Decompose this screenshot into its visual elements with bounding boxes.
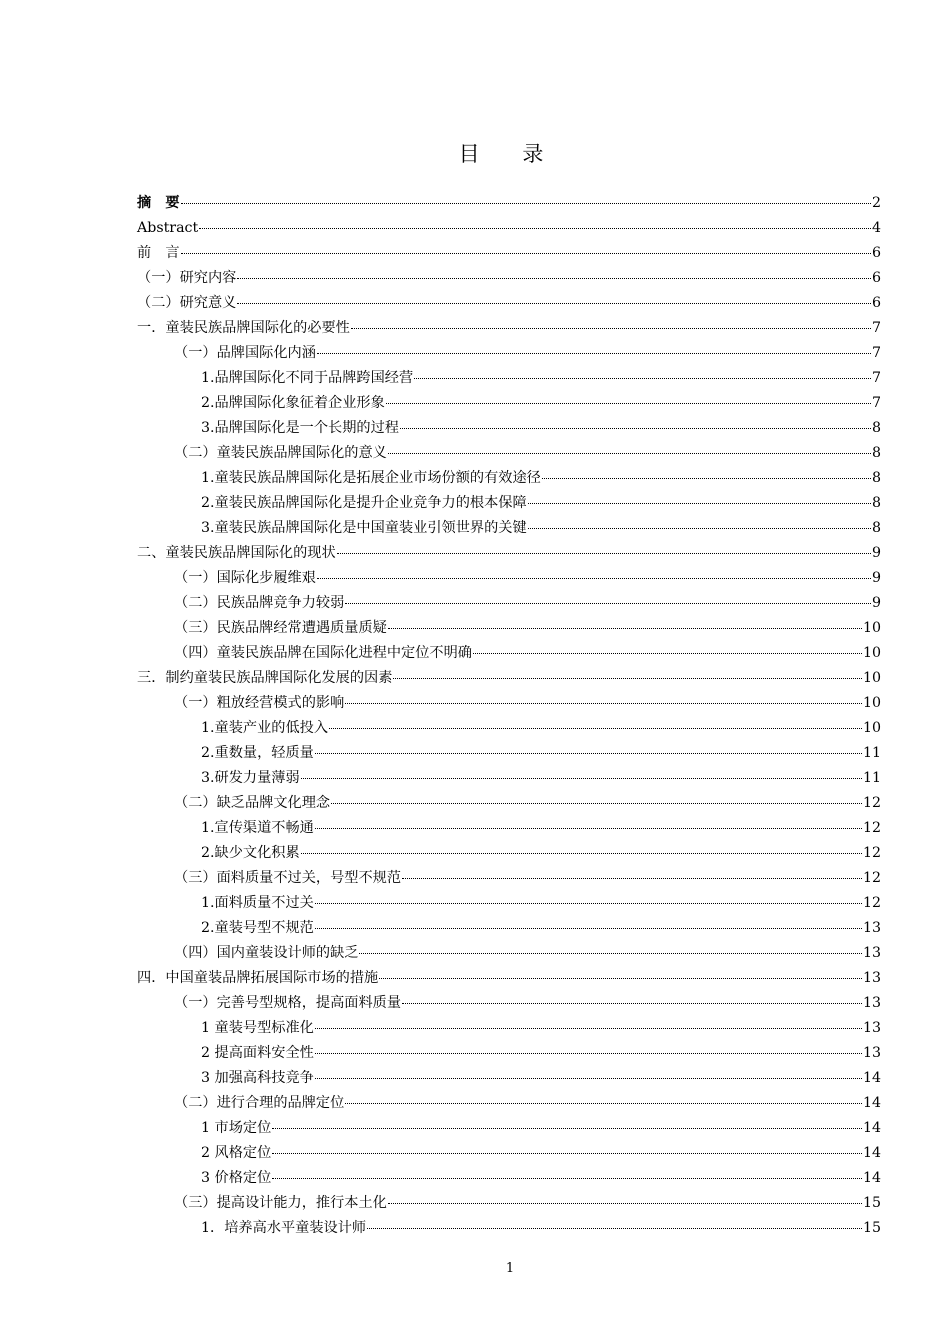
toc-entry[interactable] <box>137 341 881 366</box>
toc-entry-title: （三）民族品牌经常遭遇质量质疑 <box>174 620 387 636</box>
toc-entry-page: 14 <box>862 1145 881 1161</box>
toc-entry[interactable] <box>137 866 881 891</box>
toc-entry[interactable] <box>137 766 881 791</box>
toc-entry[interactable] <box>137 966 881 991</box>
toc-dot-leader <box>272 1152 862 1154</box>
page-number: 1 <box>505 1261 515 1276</box>
toc-entry-page: 2 <box>871 195 881 211</box>
toc-entry-page: 8 <box>871 470 881 486</box>
toc-entry-title: （一）粗放经营模式的影响 <box>174 695 345 711</box>
toc-dot-leader <box>272 1177 862 1179</box>
toc-dot-leader <box>388 627 862 629</box>
toc-entry[interactable] <box>137 391 881 416</box>
toc-entry[interactable] <box>137 1166 881 1191</box>
toc-entry-title: 2.重数量，轻质量 <box>201 745 314 761</box>
toc-entry-title: 三．制约童装民族品牌国际化发展的因素 <box>137 670 393 686</box>
toc-entry-title: Abstract <box>137 220 199 236</box>
toc-dot-leader <box>331 802 862 804</box>
toc-entry-title: 3.研发力量薄弱 <box>201 770 300 786</box>
toc-entry-title: 1．培养高水平童装设计师 <box>201 1220 367 1236</box>
toc-dot-leader <box>329 727 862 729</box>
toc-entry[interactable] <box>137 1141 881 1166</box>
toc-entry-page: 6 <box>871 245 881 261</box>
toc-entry-page: 13 <box>862 1045 881 1061</box>
toc-dot-leader <box>393 677 862 679</box>
toc-entry[interactable] <box>137 441 881 466</box>
toc-entry[interactable] <box>137 691 881 716</box>
toc-entry[interactable] <box>137 491 881 516</box>
toc-entry-page: 10 <box>862 645 881 661</box>
toc-entry-title: 2.缺少文化积累 <box>201 845 300 861</box>
toc-entry-page: 12 <box>862 870 881 886</box>
toc-dot-leader <box>345 702 862 704</box>
toc-dot-leader <box>402 877 862 879</box>
toc-dot-leader <box>315 1052 862 1054</box>
toc-dot-leader <box>315 827 862 829</box>
toc-entry[interactable] <box>137 741 881 766</box>
toc-entry-title: 2 提高面料安全性 <box>201 1045 314 1061</box>
toc-entry-title: 3.品牌国际化是一个长期的过程 <box>201 420 399 436</box>
toc-dot-leader <box>345 1102 862 1104</box>
toc-entry[interactable] <box>137 1216 881 1241</box>
toc-entry-page: 11 <box>862 770 881 786</box>
toc-entry[interactable] <box>137 791 881 816</box>
toc-entry-page: 13 <box>862 970 881 986</box>
toc-entry-title: 2.童装号型不规范 <box>201 920 314 936</box>
toc-entry-title: （四）国内童装设计师的缺乏 <box>174 945 359 961</box>
toc-dot-leader <box>388 1202 862 1204</box>
toc-entry-page: 12 <box>862 795 881 811</box>
toc-entry-title: 前 言 <box>137 245 180 261</box>
toc-dot-leader <box>315 752 862 754</box>
toc-entry-title: 1.面料质量不过关 <box>201 895 314 911</box>
toc-dot-leader <box>528 527 871 529</box>
toc-dot-leader <box>386 402 871 404</box>
toc-entry-page: 6 <box>871 295 881 311</box>
toc-entry-title: （二）进行合理的品牌定位 <box>174 1095 345 1111</box>
toc-entry-page: 8 <box>871 520 881 536</box>
toc-entry-page: 13 <box>862 945 881 961</box>
toc-entry-page: 7 <box>871 395 881 411</box>
toc-entry[interactable] <box>137 616 881 641</box>
toc-entry-page: 15 <box>862 1220 881 1236</box>
toc-entry-page: 12 <box>862 895 881 911</box>
toc-entry-title: 1.品牌国际化不同于品牌跨国经营 <box>201 370 414 386</box>
toc-dot-leader <box>237 277 871 279</box>
toc-dot-leader <box>237 302 871 304</box>
toc-entry-title: （二）缺乏品牌文化理念 <box>174 795 331 811</box>
toc-dot-leader <box>181 202 871 204</box>
toc-dot-leader <box>315 1027 862 1029</box>
toc-entry-title: 2.品牌国际化象征着企业形象 <box>201 395 385 411</box>
toc-entry-page: 13 <box>862 920 881 936</box>
toc-dot-leader <box>528 502 871 504</box>
toc-entry-page: 7 <box>871 370 881 386</box>
toc-entry[interactable] <box>137 1191 881 1216</box>
toc-entry[interactable] <box>137 541 881 566</box>
toc-entry[interactable] <box>137 566 881 591</box>
toc-entry-page: 10 <box>862 670 881 686</box>
toc-dot-leader <box>199 227 871 229</box>
toc-entry[interactable] <box>137 216 881 241</box>
toc-entry-title: （二）民族品牌竞争力较弱 <box>174 595 345 611</box>
toc-entry-page: 8 <box>871 420 881 436</box>
toc-entry[interactable] <box>137 466 881 491</box>
toc-entry[interactable] <box>137 666 881 691</box>
toc-entry-page: 6 <box>871 270 881 286</box>
toc-entry-title: 1.宣传渠道不畅通 <box>201 820 314 836</box>
toc-entry-title: （一）研究内容 <box>137 270 237 286</box>
toc-entry[interactable] <box>137 516 881 541</box>
toc-entry[interactable] <box>137 266 881 291</box>
toc-dot-leader <box>315 1077 862 1079</box>
toc-entry-page: 14 <box>862 1095 881 1111</box>
toc-entry[interactable] <box>137 816 881 841</box>
toc-entry-page: 7 <box>871 320 881 336</box>
toc-dot-leader <box>181 252 871 254</box>
toc-entry-title: 3 价格定位 <box>201 1170 272 1186</box>
toc-dot-leader <box>272 1127 862 1129</box>
toc-entry-page: 10 <box>862 695 881 711</box>
toc-dot-leader <box>301 852 862 854</box>
toc-entry-page: 12 <box>862 845 881 861</box>
toc-dot-leader <box>400 427 871 429</box>
toc-entry[interactable] <box>137 191 881 216</box>
toc-entry[interactable] <box>137 316 881 341</box>
toc-title: 目 录 <box>458 142 562 166</box>
toc-dot-leader <box>315 927 862 929</box>
toc-dot-leader <box>473 652 862 654</box>
toc-entry-page: 8 <box>871 445 881 461</box>
toc-entry[interactable] <box>137 916 881 941</box>
toc-entry-title: （一）完善号型规格，提高面料质量 <box>174 995 402 1011</box>
toc-entry-title: 二、童装民族品牌国际化的现状 <box>137 545 336 561</box>
toc-entry-title: （二）研究意义 <box>137 295 237 311</box>
toc-entry-title: （四）童装民族品牌在国际化进程中定位不明确 <box>174 645 472 661</box>
toc-dot-leader <box>414 377 871 379</box>
toc-entry-page: 8 <box>871 495 881 511</box>
toc-dot-leader <box>317 352 871 354</box>
toc-entry-title: 1.童装产业的低投入 <box>201 720 329 736</box>
toc-dot-leader <box>359 952 861 954</box>
toc-entry-page: 12 <box>862 820 881 836</box>
toc-dot-leader <box>542 477 871 479</box>
toc-entry[interactable] <box>137 1016 881 1041</box>
toc-dot-leader <box>388 452 871 454</box>
toc-entry-page: 4 <box>871 220 881 236</box>
toc-entry[interactable] <box>137 941 881 966</box>
toc-dot-leader <box>337 552 871 554</box>
toc-entry-page: 10 <box>862 720 881 736</box>
toc-entry-title: 一．童装民族品牌国际化的必要性 <box>137 320 350 336</box>
toc-entry-page: 14 <box>862 1120 881 1136</box>
toc-entry[interactable] <box>137 841 881 866</box>
toc-entry[interactable] <box>137 241 881 266</box>
toc-entry-title: （一）国际化步履维艰 <box>174 570 316 586</box>
toc-entry[interactable] <box>137 366 881 391</box>
toc-entry-title: 3.童装民族品牌国际化是中国童装业引领世界的关键 <box>201 520 527 536</box>
toc-entry[interactable] <box>137 716 881 741</box>
toc-entry-page: 7 <box>871 345 881 361</box>
toc-entry-page: 13 <box>862 1020 881 1036</box>
toc-entry[interactable] <box>137 591 881 616</box>
toc-dot-leader <box>351 327 871 329</box>
toc-entry-title: 1 市场定位 <box>201 1120 272 1136</box>
toc-entry-title: 四．中国童装品牌拓展国际市场的措施 <box>137 970 379 986</box>
toc-entry-page: 13 <box>862 995 881 1011</box>
toc-entry-page: 10 <box>862 620 881 636</box>
toc-dot-leader <box>367 1227 862 1229</box>
toc-entry-title: 2 风格定位 <box>201 1145 272 1161</box>
toc-dot-leader <box>317 577 871 579</box>
toc-entry-page: 14 <box>862 1170 881 1186</box>
toc-entry[interactable] <box>137 1116 881 1141</box>
toc-list <box>137 191 881 1241</box>
toc-entry-title: （一）品牌国际化内涵 <box>174 345 316 361</box>
toc-entry-page: 14 <box>862 1070 881 1086</box>
toc-entry[interactable] <box>137 416 881 441</box>
toc-dot-leader <box>402 1002 862 1004</box>
toc-entry[interactable] <box>137 1041 881 1066</box>
toc-entry-page: 11 <box>862 745 881 761</box>
toc-entry[interactable] <box>137 641 881 666</box>
toc-entry-title: （三）面料质量不过关，号型不规范 <box>174 870 402 886</box>
toc-entry-page: 9 <box>871 570 881 586</box>
toc-entry-title: 2.童装民族品牌国际化是提升企业竞争力的根本保障 <box>201 495 527 511</box>
toc-entry-title: 1 童装号型标准化 <box>201 1020 314 1036</box>
toc-entry[interactable] <box>137 291 881 316</box>
toc-entry[interactable] <box>137 1066 881 1091</box>
toc-entry-page: 9 <box>871 595 881 611</box>
toc-entry[interactable] <box>137 991 881 1016</box>
toc-entry-title: 3 加强高科技竞争 <box>201 1070 314 1086</box>
toc-dot-leader <box>345 602 871 604</box>
toc-dot-leader <box>301 777 862 779</box>
toc-entry[interactable] <box>137 891 881 916</box>
toc-entry-title: 1.童装民族品牌国际化是拓展企业市场份额的有效途径 <box>201 470 541 486</box>
toc-dot-leader <box>379 977 862 979</box>
toc-entry-title: （三）提高设计能力，推行本土化 <box>174 1195 387 1211</box>
toc-dot-leader <box>315 902 862 904</box>
toc-entry[interactable] <box>137 1091 881 1116</box>
toc-entry-title: （二）童装民族品牌国际化的意义 <box>174 445 387 461</box>
toc-entry-title: 摘 要 <box>137 195 180 211</box>
toc-entry-page: 9 <box>871 545 881 561</box>
toc-entry-page: 15 <box>862 1195 881 1211</box>
